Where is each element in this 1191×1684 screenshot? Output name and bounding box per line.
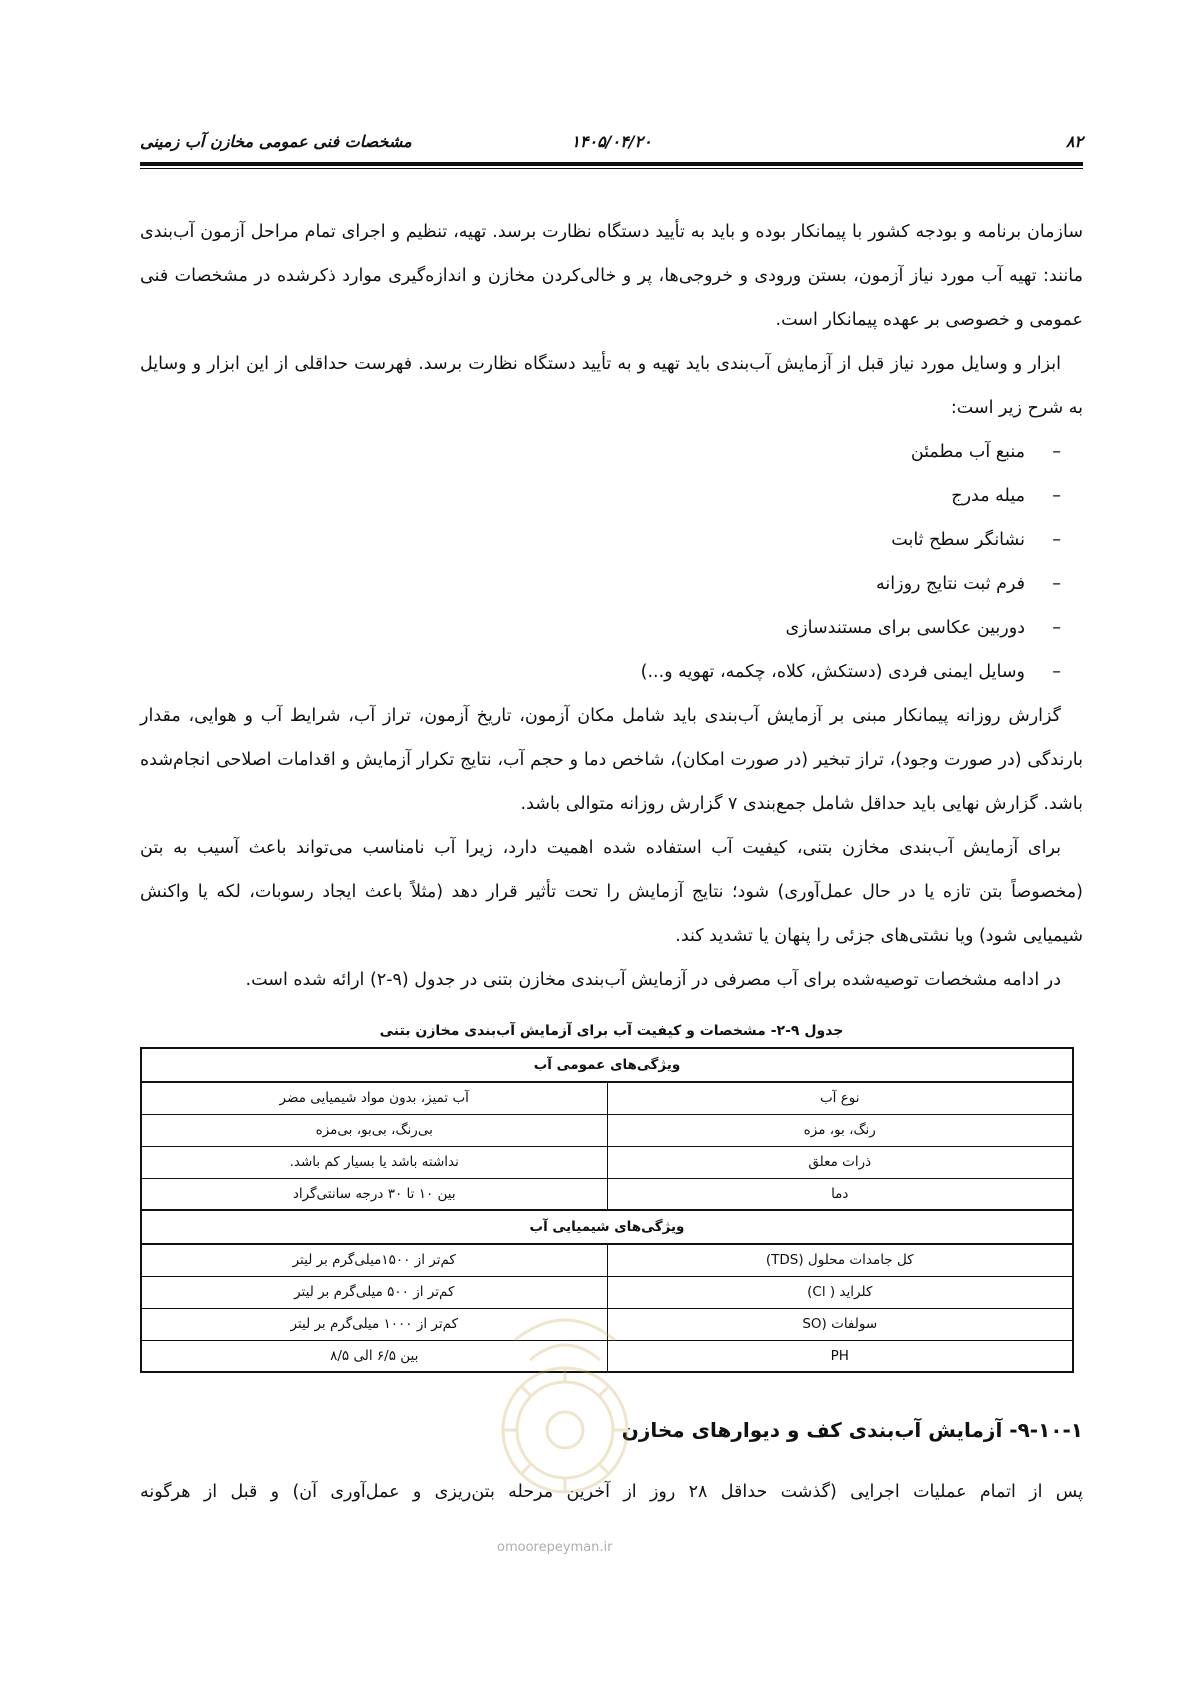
list-item: – فرم ثبت نتایج روزانه xyxy=(140,562,1061,606)
paragraph: پس از اتمام عملیات اجرایی (گذشت حداقل ۲۸ روز از آخرین مرحله بتن‌ریزی و عمل‌آوری آن) و قبل از هرگونه xyxy=(140,1482,1083,1502)
header-rule-thin xyxy=(140,168,1083,169)
list-item: – میله مدرج xyxy=(140,474,1061,518)
paragraph: سازمان برنامه و بودجه کشور با پیمانکار بوده و باید به تأیید دستگاه نظارت برسد. تهیه، تنظیم و اجرای تمام مراحل آزمون آب‌بندی مانند: تهیه آب مورد نیاز آزمون، بستن ورودی و خروجی‌ها، پر و خالی‌کردن مخازن و اندازه‌گیری موارد ذکرشده در مشخصات فنی عمومی و خصوصی بر عهده پیمانکار است. xyxy=(140,222,1083,330)
table-cell-property: کلراید ( Cl) xyxy=(607,1276,1073,1308)
dash-bullet: – xyxy=(1052,618,1061,638)
table-row xyxy=(141,1340,1073,1372)
table-row xyxy=(141,1146,1073,1178)
table-section-row xyxy=(141,1210,1073,1244)
table-caption: جدول ۹-۲- مشخصات و کیفیت آب برای آزمایش آب‌بندی مخازن بتنی xyxy=(379,1023,844,1039)
paragraph: گزارش روزانه پیمانکار مبنی بر آزمایش آب‌بندی باید شامل مکان آزمون، تاریخ آزمون، تراز آب، شرایط آب و هوایی، مقدار بارندگی (در صورت وجود)، تراز تبخیر (در صورت امکان)، شاخص دما و حجم آب، نتایج تکرار آزمایش و اقدامات اصلاحی انجام‌شده باشد. گزارش نهایی باید حداقل شامل جمع‌بندی ۷ گزارش روزانه متوالی باشد. xyxy=(140,706,1083,814)
table-cell-property: کل جامدات محلول (TDS) xyxy=(607,1244,1073,1276)
table-cell-value: بی‌رنگ، بی‌بو، بی‌مزه xyxy=(141,1114,607,1146)
paragraph: ابزار و وسایل مورد نیاز قبل از آزمایش آب‌بندی باید تهیه و به تأیید دستگاه نظارت برسد. فهرست حداقلی از این ابزار و وسایل به شرح زیر است: xyxy=(140,354,1083,418)
header-title: مشخصات فنی عمومی مخازن آب زمینی xyxy=(140,132,412,151)
watermark-url: omoorepeyman.ir xyxy=(497,1540,613,1555)
header-rule-thick xyxy=(140,162,1083,166)
table-row xyxy=(141,1308,1073,1340)
page-number: ۸۲ xyxy=(1065,132,1083,151)
table-cell-property: دما xyxy=(607,1178,1073,1210)
table-cell-value: آب تمیز، بدون مواد شیمیایی مضر xyxy=(141,1082,607,1114)
paragraph: در ادامه مشخصات توصیه‌شده برای آب مصرفی در آزمایش آب‌بندی مخازن بتنی در جدول (۹-۲) ارائه شده است. xyxy=(245,970,1061,990)
table-row xyxy=(141,1114,1073,1146)
list-item: – منبع آب مطمئن xyxy=(140,430,1061,474)
water-quality-table xyxy=(140,1047,1074,1373)
table-cell-value: کم‌تر از ۱۵۰۰میلی‌گرم بر لیتر xyxy=(141,1244,607,1276)
table-cell-value: نداشته باشد یا بسیار کم باشد. xyxy=(141,1146,607,1178)
dash-bullet: – xyxy=(1052,662,1061,682)
dash-bullet: – xyxy=(1052,530,1061,550)
table-cell-value: بین ۱۰ تا ۳۰ درجه سانتی‌گراد xyxy=(141,1178,607,1210)
paragraph: برای آزمایش آب‌بندی مخازن بتنی، کیفیت آب استفاده شده اهمیت دارد، زیرا آب نامناسب می‌تواند باعث آسیب به بتن (مخصوصاً بتن تازه یا در حال عمل‌آوری) شود؛ نتایج آزمایش را تحت تأثیر قرار دهد (مثلاً باعث ایجاد رسوبات، لکه یا واکنش شیمیایی شود) ویا نشتی‌های جزئی را پنهان یا تشدید کند. xyxy=(140,838,1083,946)
dash-bullet: – xyxy=(1052,442,1061,462)
section-heading: ۹-۱۰-۱- آزمایش آب‌بندی کف و دیوارهای مخازن xyxy=(621,1418,1083,1442)
table-cell-value: بین ۶/۵ الی ۸/۵ xyxy=(141,1340,607,1372)
table-cell-property: ذرات معلق xyxy=(607,1146,1073,1178)
table-section-title: ویژگی‌های شیمیایی آب xyxy=(141,1210,1073,1244)
table-cell-property: نوع آب xyxy=(607,1082,1073,1114)
tools-list xyxy=(140,430,1061,694)
table-cell-value: کم‌تر از ۱۰۰۰ میلی‌گرم بر لیتر xyxy=(141,1308,607,1340)
table-row xyxy=(141,1178,1073,1210)
page-header xyxy=(140,128,1083,168)
list-item: – دوربین عکاسی برای مستندسازی xyxy=(140,606,1061,650)
table-section-title: ویژگی‌های عمومی آب xyxy=(141,1048,1073,1082)
header-date: ۱۴۰۵/۰۴/۲۰ xyxy=(571,132,652,151)
table-section-row xyxy=(141,1048,1073,1082)
table-cell-property: رنگ، بو، مزه xyxy=(607,1114,1073,1146)
table-row xyxy=(141,1082,1073,1114)
table-cell-property: سولفات (SO xyxy=(607,1308,1073,1340)
dash-bullet: – xyxy=(1052,486,1061,506)
body-content xyxy=(140,210,1083,1002)
table-row xyxy=(141,1276,1073,1308)
list-item: – نشانگر سطح ثابت xyxy=(140,518,1061,562)
table-cell-property: PH xyxy=(607,1340,1073,1372)
list-item: – وسایل ایمنی فردی (دستکش، کلاه، چکمه، تهویه و...) xyxy=(140,650,1061,694)
table-cell-value: کم‌تر از ۵۰۰ میلی‌گرم بر لیتر xyxy=(141,1276,607,1308)
table-row xyxy=(141,1244,1073,1276)
dash-bullet: – xyxy=(1052,574,1061,594)
